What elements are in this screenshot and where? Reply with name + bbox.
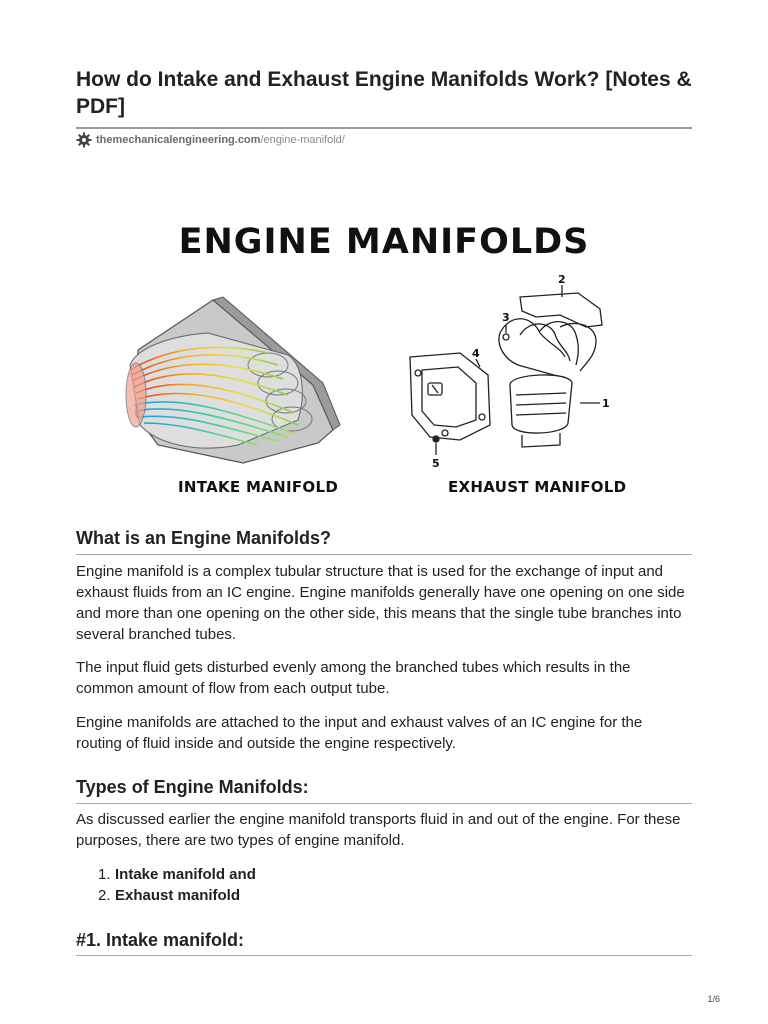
title-divider — [76, 127, 692, 129]
section-divider — [76, 803, 692, 804]
source-link[interactable] — [76, 132, 345, 148]
section-heading-types: Types of Engine Manifolds: — [76, 777, 309, 797]
section-heading-what-is: What is an Engine Manifolds? — [76, 528, 332, 548]
paragraph: As discussed earlier the engine manifold transports fluid in and out of the engine. For these purposes, there are two types of engine manifold. — [76, 811, 681, 849]
exhaust-manifold-caption: EXHAUST MANIFOLD — [448, 478, 627, 496]
gear-icon — [76, 132, 92, 148]
exhaust-manifold-illustration — [400, 275, 630, 475]
paragraph: Engine manifold is a complex tubular structure that is used for the exchange of input and exhaust fluids from an IC engine. Engine manifolds generally have one opening on one side and more than one opening on the other side, this means that the single tube branches into several branched tubes. — [76, 563, 685, 643]
callout-5: 5 — [432, 457, 440, 470]
source-domain[interactable]: themechanicalengineering.com — [96, 134, 261, 146]
manifold-types-list — [76, 864, 256, 906]
intake-manifold-illustration — [118, 295, 348, 470]
figure-title: ENGINE MANIFOLDS — [178, 222, 590, 262]
section-divider — [76, 955, 692, 956]
engine-manifolds-figure — [114, 180, 654, 510]
section-heading-intake: #1. Intake manifold: — [76, 930, 245, 950]
paragraph: Engine manifolds are attached to the input and exhaust valves of an IC engine for the routing of fluid inside and outside the engine respectively. — [76, 714, 643, 752]
source-path[interactable]: /engine-manifold/ — [260, 134, 345, 146]
page-number: 1/6 — [707, 994, 720, 1004]
page-title: How do Intake and Exhaust Engine Manifolds Work? [Notes & PDF] — [76, 68, 692, 118]
intake-manifold-caption: INTAKE MANIFOLD — [178, 478, 339, 496]
callout-1: 1 — [602, 397, 610, 410]
list-item: 2. Exhaust manifold — [98, 887, 241, 904]
list-item: 1. Intake manifold and — [98, 866, 256, 883]
section-divider — [76, 554, 692, 555]
callout-3: 3 — [502, 311, 510, 324]
callout-2: 2 — [558, 275, 566, 286]
paragraph: The input fluid gets disturbed evenly among the branched tubes which results in the common amount of flow from each output tube. — [76, 659, 631, 697]
callout-4: 4 — [472, 347, 480, 360]
